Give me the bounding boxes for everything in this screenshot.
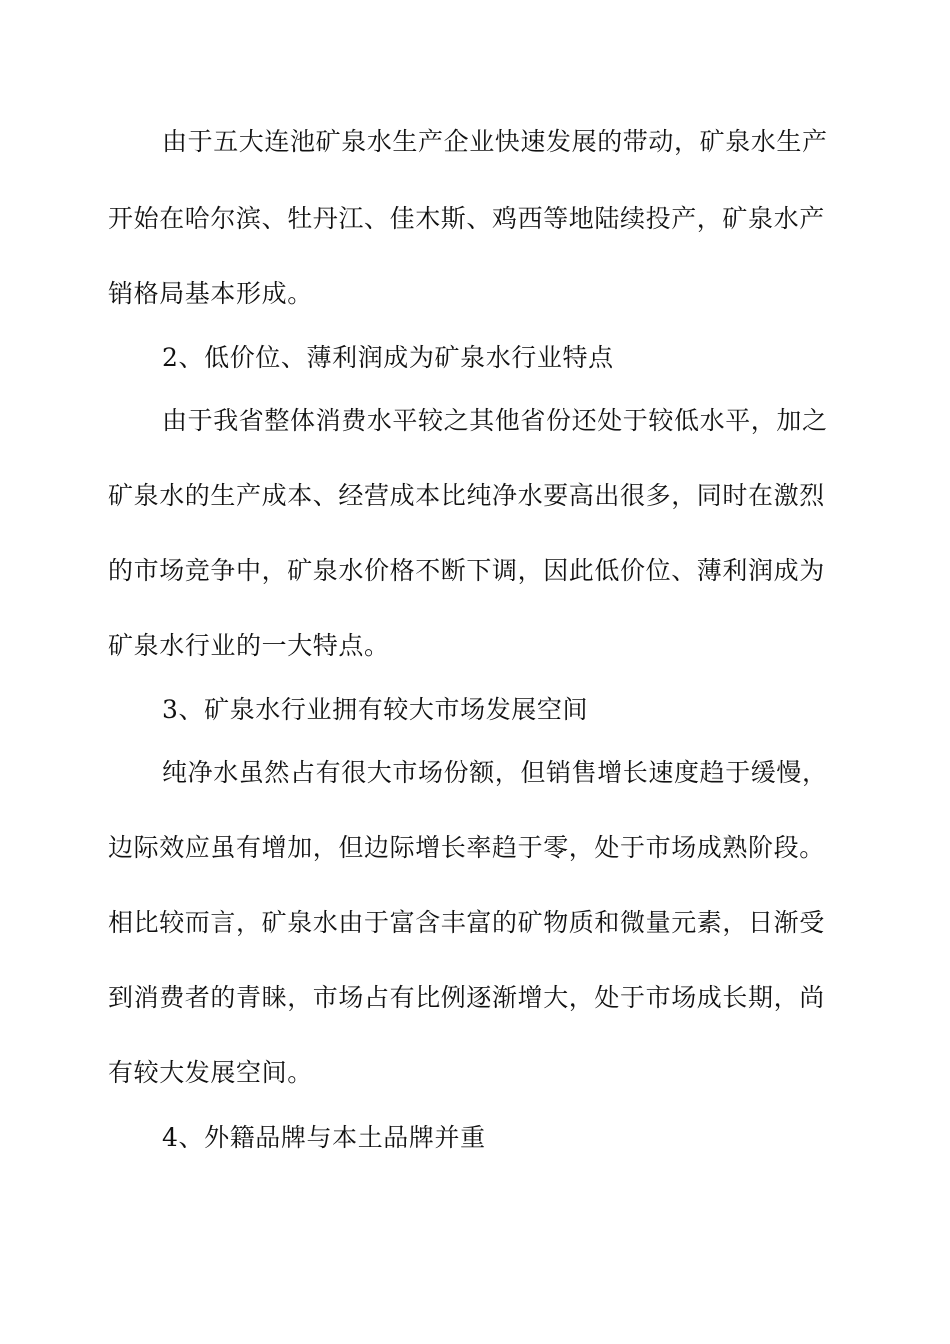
paragraph-1-line-2: 开始在哈尔滨、牡丹江、佳木斯、鸡西等地陆续投产，矿泉水产 [108,204,825,233]
section-heading-2: 2、低价位、薄利润成为矿泉水行业特点 [162,343,614,372]
paragraph-3-line-3: 相比较而言，矿泉水由于富含丰富的矿物质和微量元素，日渐受 [108,908,825,937]
paragraph-2-line-4: 矿泉水行业的一大特点。 [108,631,390,660]
paragraph-3-line-2: 边际效应虽有增加，但边际增长率趋于零，处于市场成熟阶段。 [108,833,825,862]
paragraph-3-line-4: 到消费者的青睐，市场占有比例逐渐增大，处于市场成长期，尚 [108,983,825,1012]
section-heading-4: 4、外籍品牌与本土品牌并重 [162,1123,486,1152]
paragraph-2-line-1: 由于我省整体消费水平较之其他省份还处于较低水平，加之 [162,406,828,435]
paragraph-2-line-2: 矿泉水的生产成本、经营成本比纯净水要高出很多，同时在激烈 [108,481,825,510]
section-heading-3: 3、矿泉水行业拥有较大市场发展空间 [162,695,589,724]
paragraph-3-line-5: 有较大发展空间。 [108,1058,313,1087]
paragraph-1-line-3: 销格局基本形成。 [108,279,313,308]
paragraph-2-line-3: 的市场竞争中，矿泉水价格不断下调，因此低价位、薄利润成为 [108,556,825,585]
paragraph-3-line-1: 纯净水虽然占有很大市场份额，但销售增长速度趋于缓慢， [162,758,828,787]
paragraph-1-line-1: 由于五大连池矿泉水生产企业快速发展的带动，矿泉水生产 [162,127,828,156]
